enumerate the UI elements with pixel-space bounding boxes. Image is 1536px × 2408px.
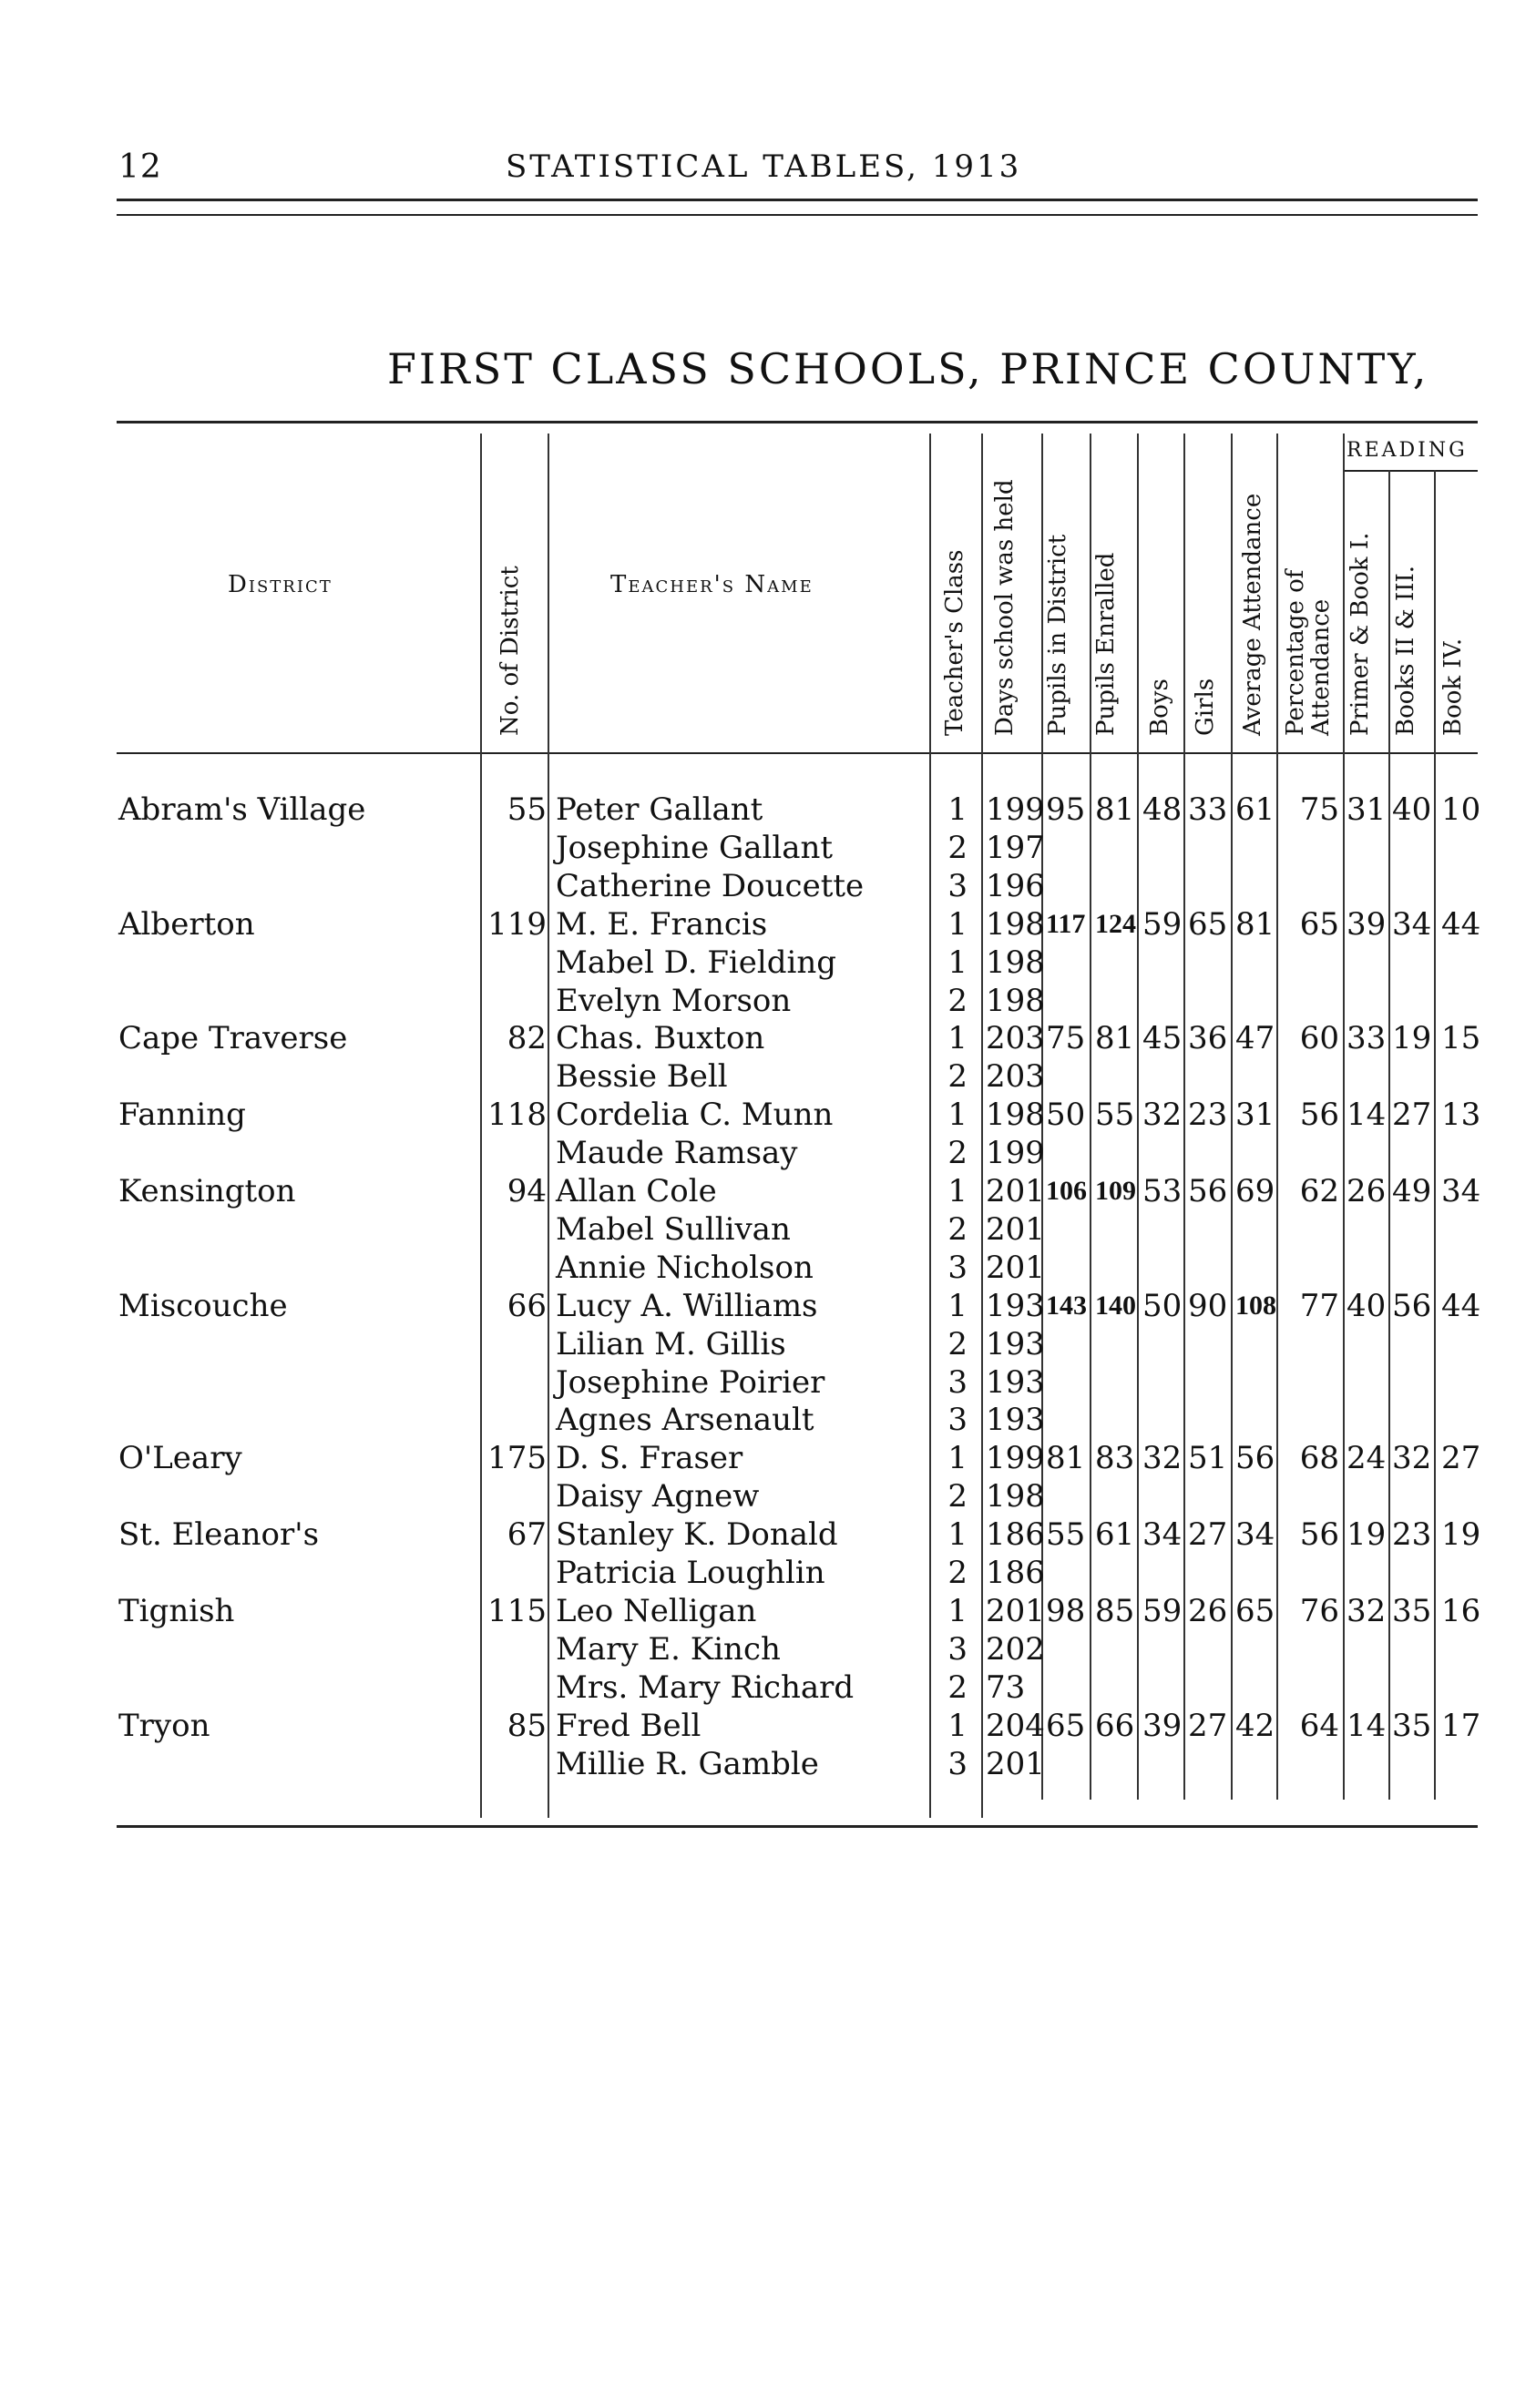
teacher-class-cell: 1: [947, 1593, 968, 1629]
teacher-name-cell: Josephine Poirier: [556, 1364, 825, 1401]
days-held-cell: 201: [986, 1173, 1045, 1209]
book4-cell: 44: [1441, 906, 1481, 943]
average-attendance-cell: 61: [1235, 791, 1275, 828]
days-held-cell: 198: [986, 944, 1045, 981]
teacher-class-cell: 1: [947, 1020, 968, 1056]
district-number-cell: 115: [487, 1593, 547, 1629]
girls-cell: 33: [1188, 791, 1228, 828]
days-held-cell: 202: [986, 1631, 1045, 1668]
teacher-class-cell: 2: [947, 1555, 968, 1591]
teacher-name-cell: Allan Cole: [556, 1173, 717, 1209]
book4-cell: 44: [1441, 1288, 1481, 1324]
pupils-in-district-cell: 117: [1046, 909, 1086, 939]
book4-cell: 13: [1441, 1097, 1481, 1133]
book4-cell: 34: [1441, 1173, 1481, 1209]
teacher-class-cell: 3: [947, 1364, 968, 1401]
header-book-4: Book IV.: [1439, 638, 1467, 736]
percentage-attendance-cell: 76: [1299, 1593, 1339, 1629]
days-held-cell: 201: [986, 1593, 1045, 1629]
percentage-attendance-cell: 60: [1299, 1020, 1339, 1056]
district-cell: Tignish: [118, 1593, 235, 1629]
pupils-enrolled-cell: 140: [1095, 1291, 1136, 1321]
days-held-cell: 201: [986, 1211, 1045, 1248]
pupils-enrolled-cell: 66: [1095, 1708, 1135, 1744]
percentage-attendance-cell: 56: [1299, 1097, 1339, 1133]
primer-book1-cell: 40: [1347, 1288, 1387, 1324]
teacher-name-cell: Stanley K. Donald: [556, 1516, 838, 1553]
girls-cell: 27: [1188, 1708, 1228, 1744]
pupils-enrolled-cell: 83: [1095, 1440, 1135, 1476]
district-number-cell: 175: [487, 1440, 547, 1476]
header-average-attendance: Average Attendance: [1239, 493, 1266, 736]
primer-book1-cell: 24: [1347, 1440, 1387, 1476]
column-rule: [548, 434, 549, 1818]
pupils-in-district-cell: 75: [1046, 1020, 1086, 1056]
percentage-attendance-cell: 68: [1299, 1440, 1339, 1476]
books-2-3-cell: 34: [1392, 906, 1432, 943]
teacher-class-cell: 2: [947, 1135, 968, 1171]
days-held-cell: 201: [986, 1250, 1045, 1286]
teacher-name-cell: M. E. Francis: [556, 906, 768, 943]
pupils-enrolled-cell: 109: [1095, 1176, 1136, 1206]
teacher-class-cell: 3: [947, 868, 968, 904]
book4-cell: 17: [1441, 1708, 1481, 1744]
pupils-enrolled-cell: 81: [1095, 791, 1135, 828]
teacher-name-cell: Mabel Sullivan: [556, 1211, 791, 1248]
books-2-3-cell: 49: [1392, 1173, 1432, 1209]
district-cell: Tryon: [118, 1708, 210, 1744]
pupils-enrolled-cell: 81: [1095, 1020, 1135, 1056]
teacher-class-cell: 3: [947, 1746, 968, 1782]
books-2-3-cell: 35: [1392, 1593, 1432, 1629]
district-number-cell: 119: [487, 906, 547, 943]
header-reading: READING: [1347, 439, 1468, 462]
teacher-class-cell: 2: [947, 1669, 968, 1706]
teacher-name-cell: Lucy A. Williams: [556, 1288, 818, 1324]
teacher-class-cell: 1: [947, 1440, 968, 1476]
days-held-cell: 186: [986, 1516, 1045, 1553]
average-attendance-cell: 69: [1235, 1173, 1275, 1209]
header-teacher-class: Teacher's Class: [941, 549, 968, 736]
pupils-in-district-cell: 143: [1046, 1291, 1087, 1321]
boys-cell: 39: [1142, 1708, 1183, 1744]
teacher-class-cell: 2: [947, 1211, 968, 1248]
teacher-class-cell: 1: [947, 1097, 968, 1133]
average-attendance-cell: 42: [1235, 1708, 1275, 1744]
days-held-cell: 198: [986, 1097, 1045, 1133]
column-rule: [1388, 470, 1390, 1800]
teacher-class-cell: 2: [947, 1326, 968, 1362]
teacher-class-cell: 2: [947, 1478, 968, 1515]
district-number-cell: 82: [507, 1020, 547, 1056]
column-rule: [1231, 434, 1233, 1800]
teacher-class-cell: 1: [947, 1173, 968, 1209]
teacher-class-cell: 1: [947, 791, 968, 828]
girls-cell: 65: [1188, 906, 1228, 943]
teacher-name-cell: Mabel D. Fielding: [556, 944, 837, 981]
primer-book1-cell: 32: [1347, 1593, 1387, 1629]
teacher-class-cell: 2: [947, 983, 968, 1019]
teacher-class-cell: 1: [947, 1288, 968, 1324]
teacher-name-cell: Chas. Buxton: [556, 1020, 765, 1056]
district-number-cell: 94: [507, 1173, 547, 1209]
book4-cell: 19: [1441, 1516, 1481, 1553]
teacher-name-cell: Bessie Bell: [556, 1058, 728, 1095]
teacher-name-cell: Leo Nelligan: [556, 1593, 757, 1629]
percentage-attendance-cell: 75: [1299, 791, 1339, 828]
header-books-2-3: Books II & III.: [1392, 565, 1419, 736]
district-cell: Miscouche: [118, 1288, 288, 1324]
boys-cell: 59: [1142, 906, 1183, 943]
pupils-in-district-cell: 55: [1046, 1516, 1086, 1553]
percentage-attendance-cell: 64: [1299, 1708, 1339, 1744]
days-held-cell: 199: [986, 1135, 1045, 1171]
table-bottom-rule: [117, 1825, 1478, 1828]
days-held-cell: 203: [986, 1020, 1045, 1056]
books-2-3-cell: 27: [1392, 1097, 1432, 1133]
header-girls: Girls: [1192, 678, 1219, 736]
teacher-class-cell: 1: [947, 1708, 968, 1744]
boys-cell: 32: [1142, 1097, 1183, 1133]
books-2-3-cell: 32: [1392, 1440, 1432, 1476]
teacher-name-cell: Daisy Agnew: [556, 1478, 760, 1515]
header-bottom-rule: [117, 752, 1478, 754]
books-2-3-cell: 35: [1392, 1708, 1432, 1744]
header-primer-book-1: Primer & Book I.: [1347, 532, 1374, 736]
district-cell: Abram's Village: [118, 791, 366, 828]
pupils-in-district-cell: 65: [1046, 1708, 1086, 1744]
primer-book1-cell: 19: [1347, 1516, 1387, 1553]
teacher-name-cell: Mrs. Mary Richard: [556, 1669, 855, 1706]
teacher-class-cell: 1: [947, 906, 968, 943]
pupils-in-district-cell: 98: [1046, 1593, 1086, 1629]
column-rule: [929, 434, 931, 1818]
percentage-attendance-cell: 65: [1299, 906, 1339, 943]
days-held-cell: 193: [986, 1402, 1045, 1438]
book4-cell: 10: [1441, 791, 1481, 828]
boys-cell: 53: [1142, 1173, 1183, 1209]
district-number-cell: 118: [487, 1097, 547, 1133]
district-cell: Alberton: [118, 906, 255, 943]
column-rule: [1090, 434, 1091, 1800]
girls-cell: 51: [1188, 1440, 1228, 1476]
teacher-class-cell: 3: [947, 1631, 968, 1668]
header-teacher-name: Teacher's Name: [610, 571, 814, 598]
percentage-attendance-cell: 62: [1299, 1173, 1339, 1209]
header-pupils-enrolled: Pupils Enralled: [1092, 552, 1120, 736]
district-number-cell: 55: [507, 791, 547, 828]
average-attendance-cell: 47: [1235, 1020, 1275, 1056]
average-attendance-cell: 34: [1235, 1516, 1275, 1553]
percentage-attendance-cell: 56: [1299, 1516, 1339, 1553]
district-number-cell: 66: [507, 1288, 547, 1324]
header-no-of-district: No. of District: [497, 566, 524, 736]
teacher-class-cell: 1: [947, 1516, 968, 1553]
column-rule: [1183, 434, 1185, 1800]
primer-book1-cell: 26: [1347, 1173, 1387, 1209]
column-rule: [1434, 470, 1436, 1800]
column-rule: [981, 434, 983, 1818]
primer-book1-cell: 14: [1347, 1708, 1387, 1744]
header-boys: Boys: [1146, 679, 1173, 736]
reading-rule: [1345, 470, 1478, 472]
header-days-held: Days school was held: [991, 479, 1019, 736]
district-cell: O'Leary: [118, 1440, 242, 1476]
teacher-class-cell: 1: [947, 944, 968, 981]
district-cell: Fanning: [118, 1097, 246, 1133]
teacher-name-cell: Annie Nicholson: [556, 1250, 814, 1286]
average-attendance-cell: 56: [1235, 1440, 1275, 1476]
book4-cell: 27: [1441, 1440, 1481, 1476]
header-percentage-attendance-2: Attendance: [1307, 598, 1335, 736]
average-attendance-cell: 108: [1235, 1291, 1276, 1321]
primer-book1-cell: 14: [1347, 1097, 1387, 1133]
primer-book1-cell: 31: [1347, 791, 1387, 828]
table-top-rule: [117, 421, 1478, 423]
teacher-name-cell: Agnes Arsenault: [556, 1402, 814, 1438]
district-number-cell: 67: [507, 1516, 547, 1553]
district-cell: St. Eleanor's: [118, 1516, 320, 1553]
primer-book1-cell: 39: [1347, 906, 1387, 943]
girls-cell: 36: [1188, 1020, 1228, 1056]
girls-cell: 90: [1188, 1288, 1228, 1324]
page-number: 12: [118, 148, 162, 186]
header-rule-top: [117, 199, 1478, 201]
book4-cell: 16: [1441, 1593, 1481, 1629]
running-title: STATISTICAL TABLES, 1913: [506, 148, 1022, 185]
days-held-cell: 198: [986, 983, 1045, 1019]
boys-cell: 45: [1142, 1020, 1183, 1056]
boys-cell: 50: [1142, 1288, 1183, 1324]
header-district: District: [228, 571, 333, 598]
teacher-name-cell: Patricia Loughlin: [556, 1555, 825, 1591]
pupils-enrolled-cell: 61: [1095, 1516, 1135, 1553]
teacher-name-cell: Mary E. Kinch: [556, 1631, 781, 1668]
days-held-cell: 73: [986, 1669, 1026, 1706]
teacher-class-cell: 2: [947, 830, 968, 866]
district-cell: Cape Traverse: [118, 1020, 348, 1056]
column-rule: [1137, 434, 1139, 1800]
teacher-name-cell: Evelyn Morson: [556, 983, 792, 1019]
teacher-name-cell: Millie R. Gamble: [556, 1746, 819, 1782]
days-held-cell: 199: [986, 1440, 1045, 1476]
average-attendance-cell: 31: [1235, 1097, 1275, 1133]
days-held-cell: 198: [986, 906, 1045, 943]
percentage-attendance-cell: 77: [1299, 1288, 1339, 1324]
district-cell: Kensington: [118, 1173, 296, 1209]
table-title: FIRST CLASS SCHOOLS, PRINCE COUNTY,: [387, 344, 1429, 393]
days-held-cell: 186: [986, 1555, 1045, 1591]
column-rule: [1276, 434, 1278, 1800]
district-number-cell: 85: [507, 1708, 547, 1744]
boys-cell: 48: [1142, 791, 1183, 828]
header-pupils-in-district: Pupils in District: [1044, 534, 1071, 736]
teacher-name-cell: Josephine Gallant: [556, 830, 834, 866]
teacher-name-cell: Catherine Doucette: [556, 868, 865, 904]
teacher-name-cell: Maude Ramsay: [556, 1135, 798, 1171]
days-held-cell: 201: [986, 1746, 1045, 1782]
teacher-name-cell: Lilian M. Gillis: [556, 1326, 786, 1362]
books-2-3-cell: 40: [1392, 791, 1432, 828]
book4-cell: 15: [1441, 1020, 1481, 1056]
days-held-cell: 193: [986, 1288, 1045, 1324]
pupils-in-district-cell: 50: [1046, 1097, 1086, 1133]
girls-cell: 26: [1188, 1593, 1228, 1629]
girls-cell: 23: [1188, 1097, 1228, 1133]
column-rule: [1343, 434, 1345, 1800]
days-held-cell: 193: [986, 1364, 1045, 1401]
books-2-3-cell: 19: [1392, 1020, 1432, 1056]
teacher-class-cell: 3: [947, 1402, 968, 1438]
days-held-cell: 204: [986, 1708, 1045, 1744]
girls-cell: 27: [1188, 1516, 1228, 1553]
teacher-name-cell: Peter Gallant: [556, 791, 763, 828]
boys-cell: 34: [1142, 1516, 1183, 1553]
teacher-name-cell: Fred Bell: [556, 1708, 701, 1744]
teacher-name-cell: Cordelia C. Munn: [556, 1097, 834, 1133]
header-rule-bottom: [117, 214, 1478, 216]
books-2-3-cell: 23: [1392, 1516, 1432, 1553]
teacher-class-cell: 3: [947, 1250, 968, 1286]
pupils-enrolled-cell: 124: [1095, 909, 1136, 939]
boys-cell: 59: [1142, 1593, 1183, 1629]
boys-cell: 32: [1142, 1440, 1183, 1476]
primer-book1-cell: 33: [1347, 1020, 1387, 1056]
pupils-in-district-cell: 95: [1046, 791, 1086, 828]
teacher-name-cell: D. S. Fraser: [556, 1440, 743, 1476]
girls-cell: 56: [1188, 1173, 1228, 1209]
pupils-enrolled-cell: 55: [1095, 1097, 1135, 1133]
teacher-class-cell: 2: [947, 1058, 968, 1095]
header-percentage-attendance-1: Percentage of: [1282, 569, 1309, 736]
pupils-in-district-cell: 81: [1046, 1440, 1086, 1476]
days-held-cell: 203: [986, 1058, 1045, 1095]
column-rule: [480, 434, 482, 1818]
days-held-cell: 193: [986, 1326, 1045, 1362]
average-attendance-cell: 81: [1235, 906, 1275, 943]
days-held-cell: 196: [986, 868, 1045, 904]
days-held-cell: 197: [986, 830, 1045, 866]
pupils-in-district-cell: 106: [1046, 1176, 1087, 1206]
average-attendance-cell: 65: [1235, 1593, 1275, 1629]
books-2-3-cell: 56: [1392, 1288, 1432, 1324]
days-held-cell: 199: [986, 791, 1045, 828]
days-held-cell: 198: [986, 1478, 1045, 1515]
pupils-enrolled-cell: 85: [1095, 1593, 1135, 1629]
